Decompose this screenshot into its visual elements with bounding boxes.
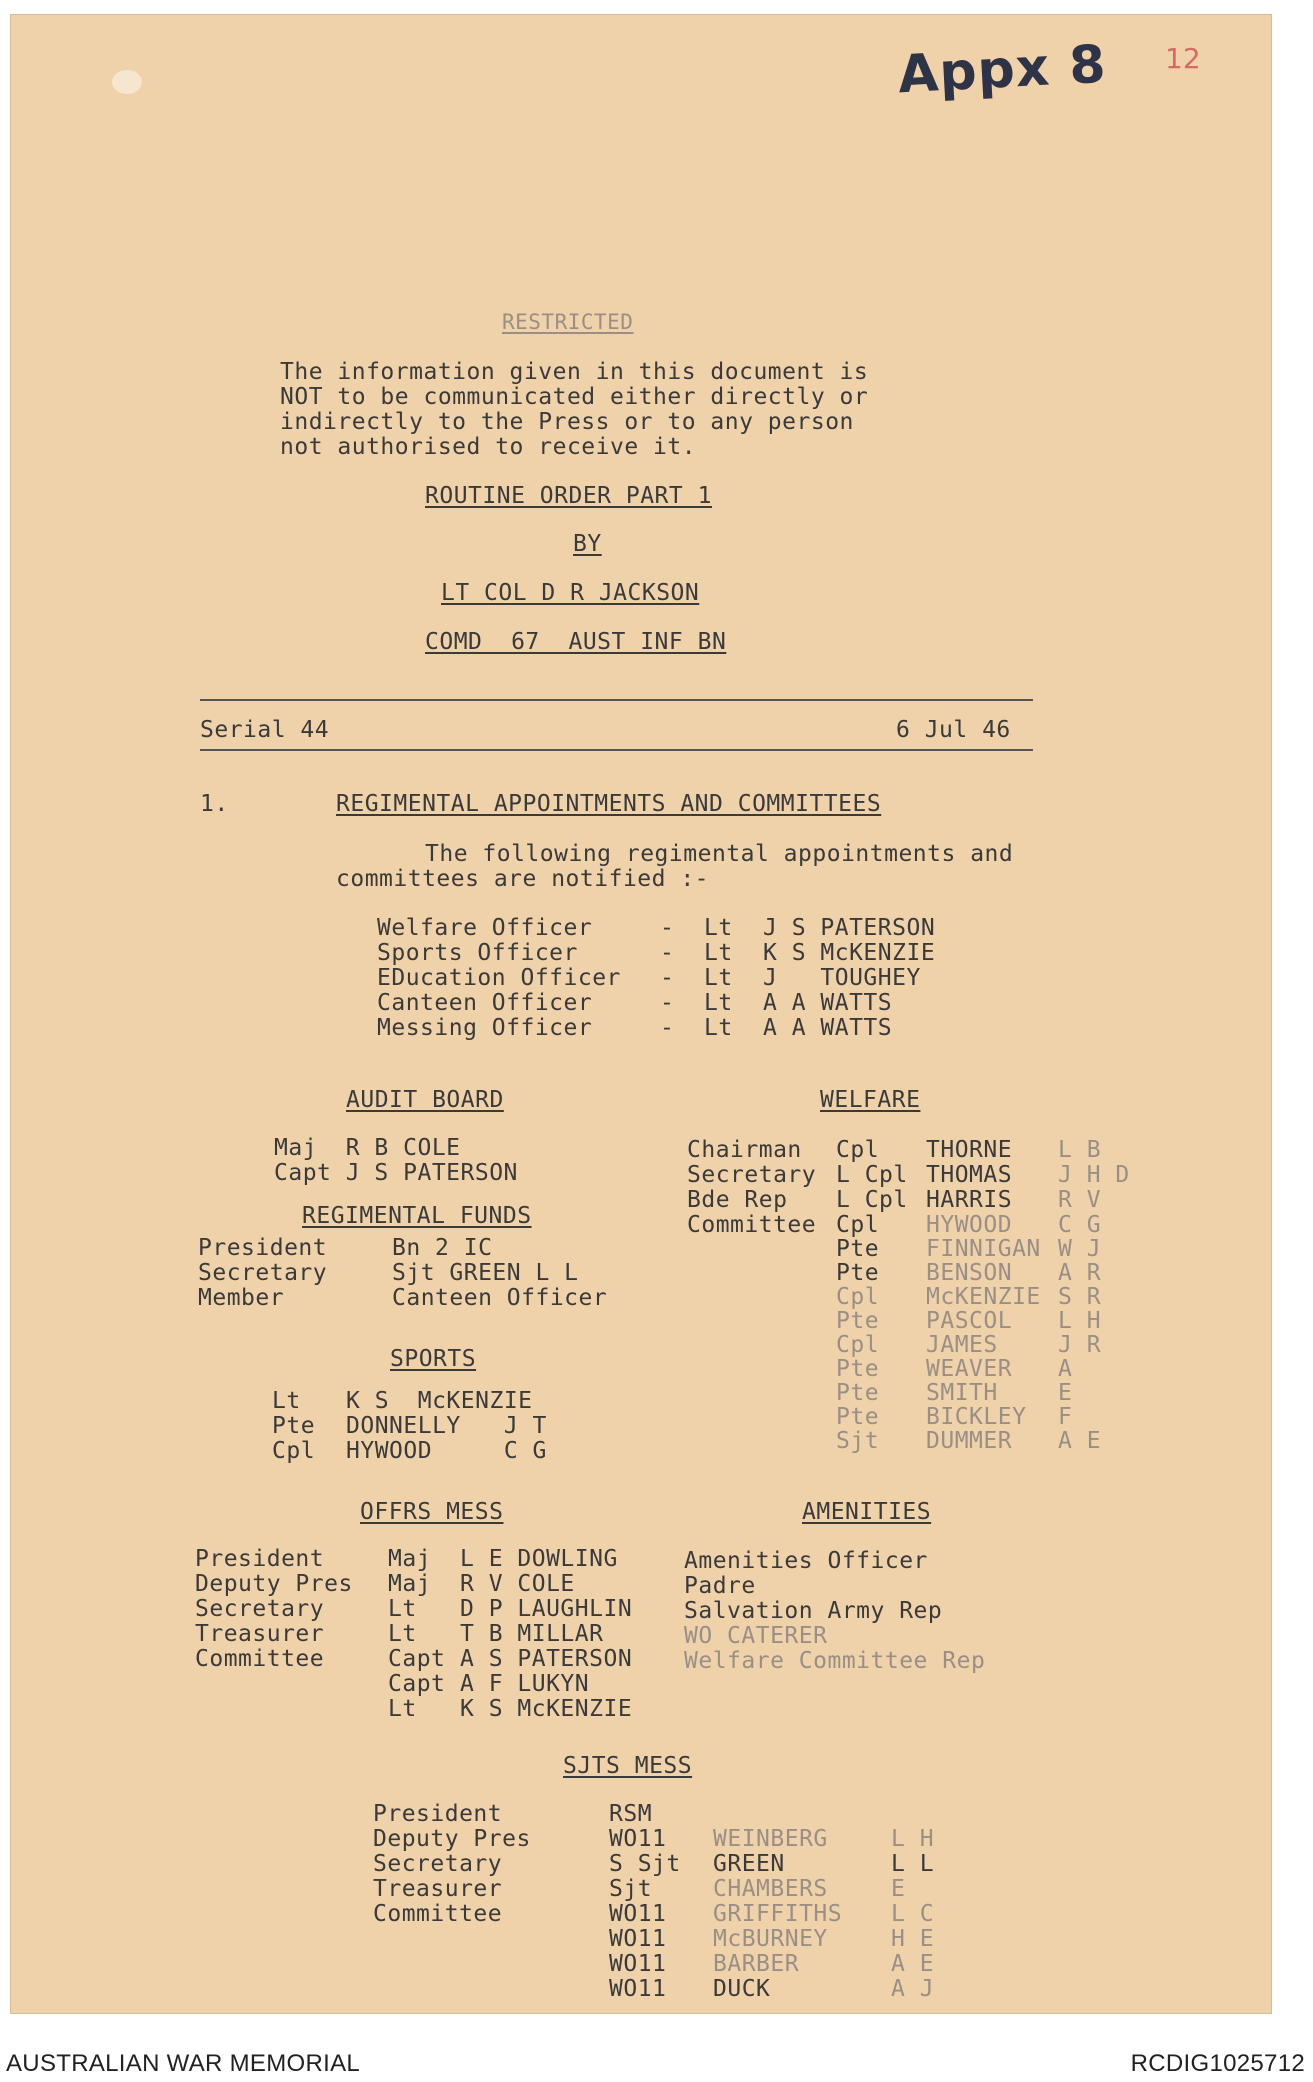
welfare-initials: L H [1058,1308,1102,1334]
page-number-annotation: 12 [1165,42,1201,75]
welfare-name: PASCOL [926,1308,1013,1334]
sjts-initials: L C [891,1901,935,1927]
amenities-item: Salvation Army Rep [684,1598,943,1624]
sjts-rank: WO11 [609,1951,667,1977]
amenities-heading: AMENITIES [802,1499,932,1525]
mess-role: Committee [195,1646,325,1672]
order-by: BY [573,531,602,557]
welfare-initials: C G [1058,1212,1102,1238]
appointment-name: A A WATTS [763,1015,893,1041]
sjts-rank: WO11 [609,1901,667,1927]
appointment-role: Welfare Officer [377,915,593,941]
welfare-initials: A E [1058,1428,1102,1454]
welfare-rank: Pte [836,1380,880,1406]
welfare-initials: A R [1058,1260,1102,1286]
welfare-rank: Pte [836,1308,880,1334]
warning-line: indirectly to the Press or to any person [280,409,854,435]
appointment-role: Canteen Officer [377,990,593,1016]
sjts-role: Committee [373,1901,503,1927]
welfare-role: Bde Rep [687,1187,788,1213]
welfare-name: SMITH [926,1380,998,1406]
footer-credit: AUSTRALIAN WAR MEMORIAL [6,2050,361,2077]
sjts-name: WEINBERG [713,1826,828,1852]
audit-board-member: Maj R B COLE [274,1135,461,1161]
appendix-annotation: Appx 8 [896,34,1108,106]
welfare-rank: Cpl [836,1284,880,1310]
appointment-name: K S McKENZIE [763,940,936,966]
sjts-initials: L H [891,1826,935,1852]
welfare-role: Committee [687,1212,817,1238]
welfare-rank: L Cpl [836,1187,908,1213]
sjts-mess-heading: SJTS MESS [563,1753,693,1779]
funds-role: Secretary [198,1260,328,1286]
sjts-initials: H E [891,1926,935,1952]
appointment-role: Sports Officer [377,940,578,966]
funds-value: Sjt GREEN L L [392,1260,579,1286]
appointment-dash: - [660,965,675,991]
funds-value: Canteen Officer [392,1285,608,1311]
sjts-name: McBURNEY [713,1926,828,1952]
mess-rank: Capt [388,1646,446,1672]
intro-line: The following regimental appointments and [425,841,1014,867]
appointment-name: J S PATERSON [763,915,936,941]
welfare-role: Chairman [687,1137,802,1163]
welfare-rank: Cpl [836,1332,880,1358]
sports-name: DONNELLY J T [346,1413,547,1439]
sjts-initials: L L [891,1851,935,1877]
welfare-name: THORNE [926,1137,1013,1163]
appointment-rank: Lt [704,940,733,966]
sjts-initials: E [891,1876,906,1902]
mess-name: D P LAUGHLIN [460,1596,633,1622]
audit-board-heading: AUDIT BOARD [346,1087,504,1113]
mess-role: Treasurer [195,1621,325,1647]
mess-role: President [195,1546,325,1572]
classification-label: RESTRICTED [502,310,634,334]
mess-rank: Lt [388,1696,417,1722]
appointment-role: Messing Officer [377,1015,593,1041]
appointment-name: J TOUGHEY [763,965,921,991]
sjts-rank: WO11 [609,1926,667,1952]
sports-rank: Lt [272,1388,301,1414]
welfare-name: BICKLEY [926,1404,1027,1430]
welfare-rank: Pte [836,1356,880,1382]
amenities-item: Amenities Officer [684,1548,928,1574]
amenities-item: WO CATERER [684,1623,828,1649]
welfare-initials: L B [1058,1137,1102,1163]
welfare-name: McKENZIE [926,1284,1041,1310]
sjts-initials: A E [891,1951,935,1977]
welfare-initials: E [1058,1380,1073,1406]
section-number: 1. [200,791,229,817]
welfare-name: THOMAS [926,1162,1013,1188]
appointment-dash: - [660,940,675,966]
sports-rank: Cpl [272,1438,316,1464]
sjts-role: Deputy Pres [373,1826,531,1852]
sjts-rank: WO11 [609,1976,667,2002]
sjts-rank: Sjt [609,1876,653,1902]
welfare-rank: Cpl [836,1212,880,1238]
sjts-role: Treasurer [373,1876,503,1902]
warning-line: The information given in this document is [280,359,869,385]
top-rule [200,699,1033,701]
welfare-initials: R V [1058,1187,1102,1213]
mess-role: Secretary [195,1596,325,1622]
welfare-name: WEAVER [926,1356,1013,1382]
mess-name: A S PATERSON [460,1646,633,1672]
welfare-rank: Sjt [836,1428,880,1454]
welfare-name: FINNIGAN [926,1236,1041,1262]
welfare-initials: F [1058,1404,1073,1430]
funds-role: Member [198,1285,285,1311]
sjts-rank: RSM [609,1801,653,1827]
serial-number: Serial 44 [200,717,330,743]
appointment-dash: - [660,1015,675,1041]
commander-name: LT COL D R JACKSON [441,580,700,606]
welfare-initials: S R [1058,1284,1102,1310]
sjts-rank: S Sjt [609,1851,681,1877]
regimental-funds-heading: REGIMENTAL FUNDS [302,1203,532,1229]
welfare-rank: Cpl [836,1137,880,1163]
welfare-name: HYWOOD [926,1212,1013,1238]
unit-name: COMD 67 AUST INF BN [425,629,727,655]
bottom-rule [200,749,1033,751]
mess-rank: Maj [388,1546,432,1572]
intro-line: committees are notified :- [336,866,710,892]
sjts-name: GRIFFITHS [713,1901,843,1927]
appointment-rank: Lt [704,915,733,941]
appointment-rank: Lt [704,990,733,1016]
welfare-initials: A [1058,1356,1073,1382]
appointment-dash: - [660,915,675,941]
appointment-dash: - [660,990,675,1016]
mess-name: R V COLE [460,1571,575,1597]
order-date: 6 Jul 46 [896,717,1011,743]
welfare-heading: WELFARE [820,1087,921,1113]
offrs-mess-heading: OFFRS MESS [360,1499,504,1525]
welfare-role: Secretary [687,1162,817,1188]
sports-name: HYWOOD C G [346,1438,547,1464]
sjts-initials: A J [891,1976,935,2002]
warning-line: NOT to be communicated either directly or [280,384,869,410]
amenities-item: Padre [684,1573,756,1599]
sjts-role: Secretary [373,1851,503,1877]
sports-name: K S McKENZIE [346,1388,533,1414]
mess-rank: Lt [388,1596,417,1622]
appointment-role: EDucation Officer [377,965,621,991]
funds-role: President [198,1235,328,1261]
sjts-name: BARBER [713,1951,800,1977]
section-heading: REGIMENTAL APPOINTMENTS AND COMMITTEES [336,791,882,817]
welfare-name: BENSON [926,1260,1013,1286]
welfare-rank: Pte [836,1404,880,1430]
footer-record-id: RCDIG1025712 [1130,2050,1305,2077]
welfare-name: HARRIS [926,1187,1013,1213]
sjts-name: GREEN [713,1851,785,1877]
welfare-name: JAMES [926,1332,998,1358]
funds-value: Bn 2 IC [392,1235,493,1261]
sjts-name: DUCK [713,1976,771,2002]
paper-stain [112,70,142,94]
welfare-initials: W J [1058,1236,1102,1262]
mess-name: A F LUKYN [460,1671,590,1697]
mess-name: L E DOWLING [460,1546,618,1572]
mess-rank: Capt [388,1671,446,1697]
sports-heading: SPORTS [390,1346,477,1372]
amenities-item: Welfare Committee Rep [684,1648,986,1674]
welfare-initials: J H D [1058,1162,1130,1188]
warning-line: not authorised to receive it. [280,434,697,460]
appointment-name: A A WATTS [763,990,893,1016]
sjts-name: CHAMBERS [713,1876,828,1902]
order-title: ROUTINE ORDER PART 1 [425,483,712,509]
document-page [10,14,1272,2014]
mess-name: T B MILLAR [460,1621,604,1647]
mess-rank: Lt [388,1621,417,1647]
mess-role: Deputy Pres [195,1571,353,1597]
welfare-rank: L Cpl [836,1162,908,1188]
welfare-name: DUMMER [926,1428,1013,1454]
mess-name: K S McKENZIE [460,1696,633,1722]
mess-rank: Maj [388,1571,432,1597]
appointment-rank: Lt [704,965,733,991]
welfare-initials: J R [1058,1332,1102,1358]
sports-rank: Pte [272,1413,316,1439]
welfare-rank: Pte [836,1236,880,1262]
audit-board-member: Capt J S PATERSON [274,1160,518,1186]
sjts-rank: WO11 [609,1826,667,1852]
sjts-role: President [373,1801,503,1827]
appointment-rank: Lt [704,1015,733,1041]
welfare-rank: Pte [836,1260,880,1286]
